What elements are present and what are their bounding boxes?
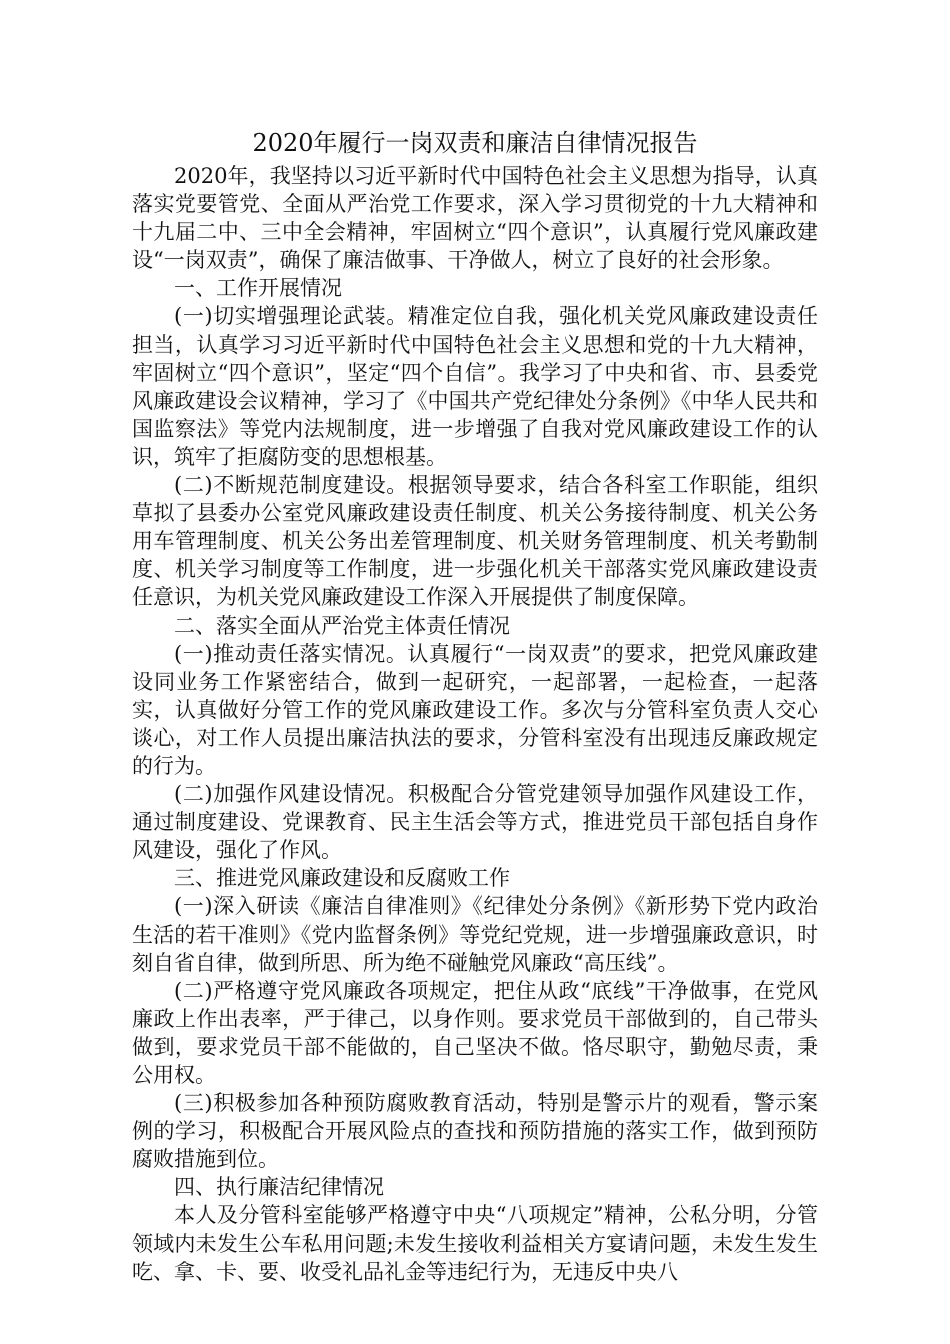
section-heading-1: 一、工作开展情况 bbox=[174, 276, 342, 301]
section4-paragraph-1: 本人及分管科室能够严格遵守中央“八项规定”精神，公私分明，分管领域内未发生公车私用问题;未发生接收利益相关方宴请问题，未发生发生吃、拿、卡、要、收受礼品礼金等违纪行为，无违反中央八 bbox=[132, 1203, 818, 1284]
section-heading-2: 二、落实全面从严治党主体责任情况 bbox=[174, 613, 510, 638]
intro-paragraph: 2020年，我坚持以习近平新时代中国特色社会主义思想为指导，认真落实党要管党、全面从严治党工作要求，深入学习贯彻党的十九大精神和十九届二中、三中全会精神，牢固树立“四个意识”，认真履行党风廉政建设“一岗双责”，确保了廉洁做事、干净做人，树立了良好的社会形象。 bbox=[132, 164, 818, 273]
section1-paragraph-1: (一)切实增强理论武装。精准定位自我，强化机关党风廉政建设责任担当，认真学习习近平新时代中国特色社会主义思想和党的十九大精神，牢固树立“四个意识”，坚定“四个自信”。我学习了中央和省、市、县委党风廉政建设会议精神，学习了《中国共产党纪律处分条例》《中华人民共和国监察法》等党内法规制度，进一步增强了自我对党风廉政建设工作的认识，筑牢了拒腐防变的思想根基。 bbox=[132, 304, 818, 469]
document-body bbox=[132, 126, 818, 1286]
section2-paragraph-2: (二)加强作风建设情况。积极配合分管党建领导加强作风建设工作，通过制度建设、党课教育、民主生活会等方式，推进党员干部包括自身作风建设，强化了作风。 bbox=[132, 782, 818, 863]
section1-paragraph-2: (二)不断规范制度建设。根据领导要求，结合各科室工作职能，组织草拟了县委办公室党风廉政建设责任制度、机关公务接待制度、机关公务用车管理制度、机关公务出差管理制度、机关财务管理制度、机关考勤制度、机关学习制度等工作制度，进一步强化机关干部落实党风廉政建设责任意识，为机关党风廉政建设工作深入开展提供了制度保障。 bbox=[132, 473, 818, 610]
section3-paragraph-2: (二)严格遵守党风廉政各项规定，把住从政“底线”干净做事，在党风廉政上作出表率，严于律己，以身作则。要求党员干部做到的，自己带头做到，要求党员干部不能做的，自己坚决不做。恪尽职守，勤勉尽责，秉公用权。 bbox=[132, 978, 818, 1087]
section3-paragraph-3: (三)积极参加各种预防腐败教育活动，特别是警示片的观看，警示案例的学习，积极配合开展风险点的查找和预防措施的落实工作，做到预防腐败措施到位。 bbox=[132, 1091, 818, 1172]
section3-paragraph-1: (一)深入研读《廉洁自律准则》《纪律处分条例》《新形势下党内政治生活的若干准则》《党内监督条例》等党纪党规，进一步增强廉政意识，时刻自省自律，做到所思、所为绝不碰触党风廉政“高压线”。 bbox=[132, 894, 818, 975]
section2-paragraph-1: (一)推动责任落实情况。认真履行“一岗双责”的要求，把党风廉政建设同业务工作紧密结合，做到一起研究，一起部署，一起检查，一起落实，认真做好分管工作的党风廉政建设工作。多次与分管科室负责人交心谈心，对工作人员提出廉洁执法的要求，分管科室没有出现违反廉政规定的行为。 bbox=[132, 641, 818, 778]
section-heading-3: 三、推进党风廉政建设和反腐败工作 bbox=[174, 866, 510, 891]
section-heading-4: 四、执行廉洁纪律情况 bbox=[174, 1175, 384, 1200]
document-title: 2020年履行一岗双责和廉洁自律情况报告 bbox=[252, 129, 698, 157]
